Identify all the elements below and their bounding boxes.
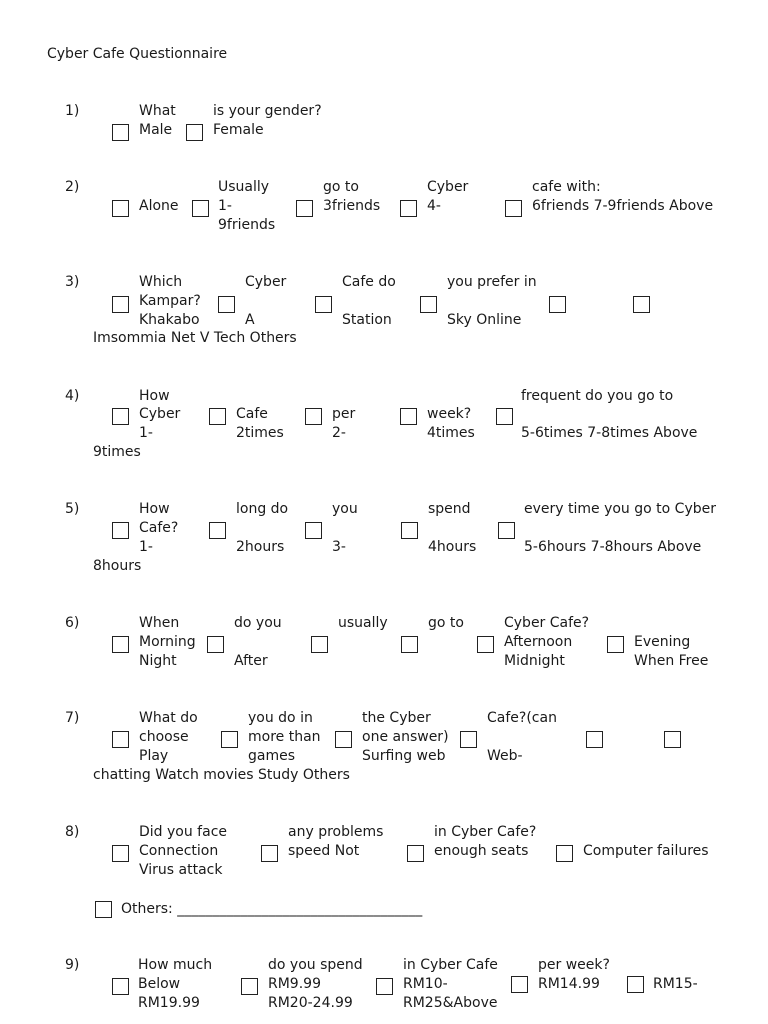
question-text: in Cyber Cafe? xyxy=(434,824,537,840)
checkbox-below-rm9-99[interactable] xyxy=(112,978,129,995)
option-label: 2times xyxy=(236,425,284,441)
option-label: RM19.99 xyxy=(138,995,200,1011)
option-label: Male xyxy=(139,122,173,138)
question-text: Cafe xyxy=(236,406,268,422)
option-label: 4hours xyxy=(428,539,477,555)
question-text: Cyber Cafe? xyxy=(504,615,590,631)
option-label: Morning xyxy=(139,634,196,650)
question-text: per xyxy=(332,406,356,422)
checkbox-7-8times[interactable] xyxy=(400,408,417,425)
page-title: Cyber Cafe Questionnaire xyxy=(47,46,228,62)
option-label: enough seats xyxy=(434,843,529,859)
checkbox-5-6times[interactable] xyxy=(305,408,322,425)
option-label: Night xyxy=(139,653,177,669)
checkbox-midnight[interactable] xyxy=(401,636,418,653)
option-label: 3- xyxy=(332,539,346,555)
option-label: Khakabo xyxy=(139,312,200,328)
checkbox-above-9friends[interactable] xyxy=(505,200,522,217)
checkbox-not-enough-seats[interactable] xyxy=(261,845,278,862)
question-text: per week? xyxy=(538,957,610,973)
checkbox-male[interactable] xyxy=(112,124,129,141)
question-text: Cyber xyxy=(139,406,181,422)
option-label: 3friends xyxy=(323,198,381,214)
checkbox-surfing-web[interactable] xyxy=(221,731,238,748)
question-text: cafe with: xyxy=(532,179,601,195)
option-label: After xyxy=(234,653,268,669)
question-text: go to xyxy=(428,615,464,631)
question-text: Cafe do xyxy=(342,274,396,290)
option-label: 2hours xyxy=(236,539,285,555)
question-text: one answer) xyxy=(362,729,449,745)
checkbox-rm20-24-99[interactable] xyxy=(511,976,528,993)
checkbox-7-8hours[interactable] xyxy=(401,522,418,539)
question-text: frequent do you go to xyxy=(521,388,674,404)
option-label: 8hours xyxy=(93,558,142,574)
question-text: Cyber xyxy=(427,179,469,195)
checkbox-alone[interactable] xyxy=(112,200,129,217)
checkbox-others[interactable] xyxy=(664,731,681,748)
question-text: When xyxy=(139,615,180,631)
option-label: games xyxy=(248,748,296,764)
question-text: How much xyxy=(138,957,213,973)
option-label: Connection xyxy=(139,843,219,859)
checkbox-morning[interactable] xyxy=(112,636,129,653)
question-text: How xyxy=(139,501,170,517)
question-number: 7) xyxy=(65,710,80,726)
option-label: 6friends 7-9friends Above xyxy=(532,198,714,214)
option-label: RM9.99 xyxy=(268,976,321,992)
checkbox-sky-online[interactable] xyxy=(315,296,332,313)
checkbox-a-station[interactable] xyxy=(218,296,235,313)
option-label: 9times xyxy=(93,444,141,460)
checkbox-7-9friends[interactable] xyxy=(400,200,417,217)
checkbox-rm15-19-99[interactable] xyxy=(376,978,393,995)
question-text: Did you face xyxy=(139,824,227,840)
question-text: do you xyxy=(234,615,282,631)
question-number: 1) xyxy=(65,103,80,119)
option-label: Surfing web xyxy=(362,748,446,764)
question-text: you xyxy=(332,501,358,517)
option-label: 1- xyxy=(218,198,232,214)
checkbox-computer-failures[interactable] xyxy=(407,845,424,862)
question-number: 3) xyxy=(65,274,80,290)
question-text: What xyxy=(139,103,176,119)
question-text: the Cyber xyxy=(362,710,431,726)
question-text: Cyber xyxy=(245,274,287,290)
question-text: is your gender? xyxy=(213,103,322,119)
question-text: choose xyxy=(139,729,189,745)
checkbox-study[interactable] xyxy=(586,731,603,748)
question-number: 8) xyxy=(65,824,80,840)
option-label: 2- xyxy=(332,425,346,441)
option-label: 5-6hours 7-8hours Above xyxy=(524,539,702,555)
question-number: 6) xyxy=(65,615,80,631)
option-label: Afternoon xyxy=(504,634,573,650)
checkbox-connection-speed[interactable] xyxy=(112,845,129,862)
checkbox-rm10-14-99[interactable] xyxy=(241,978,258,995)
question-text: Which xyxy=(139,274,183,290)
checkbox-1-2hours[interactable] xyxy=(112,522,129,539)
checkbox-evening[interactable] xyxy=(607,636,624,653)
option-label: Evening xyxy=(634,634,691,650)
checkbox-above-8hours[interactable] xyxy=(498,522,515,539)
question-number: 5) xyxy=(65,501,80,517)
checkbox-3-4hours[interactable] xyxy=(209,522,226,539)
option-label: Imsommia Net V Tech Others xyxy=(93,330,297,346)
question-text: What do xyxy=(139,710,198,726)
option-label: 1- xyxy=(139,539,153,555)
option-label: RM15- xyxy=(653,976,698,992)
option-label: RM20-24.99 xyxy=(268,995,353,1011)
question-text: in Cyber Cafe xyxy=(403,957,498,973)
question-text: every time you go to Cyber xyxy=(524,501,716,517)
checkbox-rm25-above[interactable] xyxy=(627,976,644,993)
question-text: Usually xyxy=(218,179,270,195)
checkbox-others[interactable] xyxy=(633,296,650,313)
option-label: Alone xyxy=(139,198,179,214)
option-label: A xyxy=(245,312,255,328)
question-number: 4) xyxy=(65,388,80,404)
question-text: you prefer in xyxy=(447,274,537,290)
option-label: Virus attack xyxy=(139,862,223,878)
question-text: you do in xyxy=(248,710,313,726)
checkbox-play-games[interactable] xyxy=(112,731,129,748)
question-text: Cafe? xyxy=(139,520,179,536)
checkbox-others[interactable] xyxy=(95,901,112,918)
checkbox-web-chatting[interactable] xyxy=(335,731,352,748)
checkbox-female[interactable] xyxy=(186,124,203,141)
checkbox-imsommia[interactable] xyxy=(420,296,437,313)
question-text: go to xyxy=(323,179,359,195)
option-label: 5-6times 7-8times Above xyxy=(521,425,698,441)
question-text: more than xyxy=(248,729,321,745)
checkbox-night[interactable] xyxy=(311,636,328,653)
question-text: usually xyxy=(338,615,388,631)
checkbox-afternoon[interactable] xyxy=(477,636,494,653)
option-label: speed Not xyxy=(288,843,360,859)
option-label: 4times xyxy=(427,425,475,441)
question-text: Kampar? xyxy=(139,293,201,309)
checkbox-4-6friends[interactable] xyxy=(296,200,313,217)
option-label: RM10- xyxy=(403,976,448,992)
checkbox-after[interactable] xyxy=(207,636,224,653)
checkbox-5-6hours[interactable] xyxy=(305,522,322,539)
option-label: Below xyxy=(138,976,181,992)
question-text: Cafe?(can xyxy=(487,710,557,726)
option-label: Computer failures xyxy=(583,843,709,859)
option-label: Sky Online xyxy=(447,312,522,328)
option-label: Play xyxy=(139,748,169,764)
question-number: 2) xyxy=(65,179,80,195)
question-text: How xyxy=(139,388,170,404)
option-label: RM25&Above xyxy=(403,995,498,1011)
checkbox-1-2times[interactable] xyxy=(112,408,129,425)
checkbox-above-9times[interactable] xyxy=(496,408,513,425)
option-label: chatting Watch movies Study Others xyxy=(93,767,350,783)
option-label: Female xyxy=(213,122,264,138)
checkbox-1-3friends[interactable] xyxy=(192,200,209,217)
question-text: long do xyxy=(236,501,289,517)
option-label: 4- xyxy=(427,198,441,214)
others-field[interactable]: Others: ___________________________________ xyxy=(121,901,423,917)
question-text: do you spend xyxy=(268,957,363,973)
checkbox-virus-attack[interactable] xyxy=(556,845,573,862)
checkbox-2-4times[interactable] xyxy=(209,408,226,425)
option-label: Web- xyxy=(487,748,523,764)
checkbox-net-v-tech[interactable] xyxy=(549,296,566,313)
question-text: week? xyxy=(427,406,472,422)
option-label: 9friends xyxy=(218,217,276,233)
option-label: Station xyxy=(342,312,392,328)
option-label: Midnight xyxy=(504,653,565,669)
checkbox-watch-movies[interactable] xyxy=(460,731,477,748)
question-number: 9) xyxy=(65,957,80,973)
option-label: RM14.99 xyxy=(538,976,600,992)
question-text: any problems xyxy=(288,824,384,840)
checkbox-khakabo[interactable] xyxy=(112,296,129,313)
option-label: 1- xyxy=(139,425,153,441)
question-text: spend xyxy=(428,501,471,517)
option-label: When Free xyxy=(634,653,709,669)
